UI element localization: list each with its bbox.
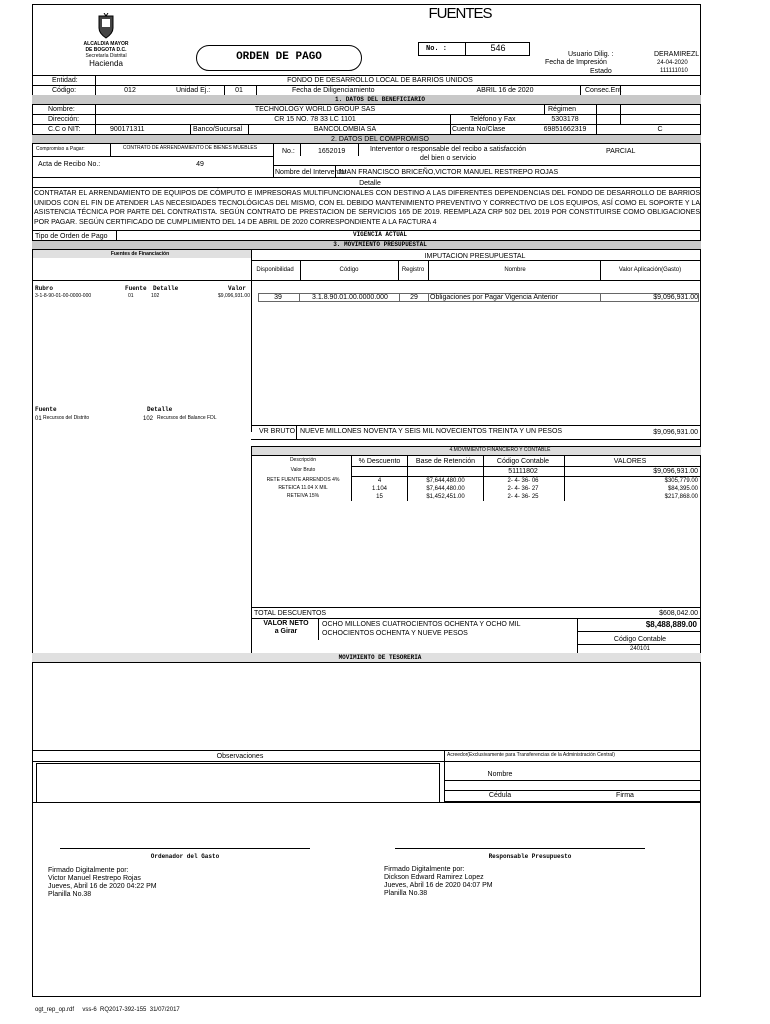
fin-r0-desc: Valor Bruto (290, 467, 316, 473)
obs-textarea (36, 763, 440, 803)
left-fuente: 01 (128, 293, 134, 299)
fin-r1-desc: RETE FUENTE ARRENDOS 4% (266, 477, 340, 483)
total-desc-label: TOTAL DESCUENTOS (254, 610, 327, 617)
col-registro: Registro (401, 267, 425, 273)
fin-r1-codigo: 2- 4- 36- 06 (507, 478, 539, 484)
entity-line3: Secretaría Distrital (85, 53, 127, 59)
row-registro: 29 (410, 294, 418, 301)
left-h-valor: Valor (228, 285, 247, 292)
cc-value: 900171311 (110, 126, 145, 133)
fin-r3-pct: 15 (376, 494, 383, 500)
detalle-col-label: Detalle (147, 406, 173, 413)
col-nombre: Nombre (504, 267, 526, 273)
nombre-label: Nombre: (48, 106, 75, 113)
section-financiero: 4.MOVIMIENTO FINANCIERO Y CONTABLE (449, 447, 551, 453)
neto-label1: VALOR NETO (263, 620, 309, 627)
left-h-rubro: Rubro (35, 285, 54, 292)
right-sign-4: Planilla No.38 (384, 890, 428, 897)
neto-text: OCHO MILLONES CUATROCIENTOS OCHENTA Y OCHO MIL OCHOCIENTOS OCHENTA Y NUEVE PESOS (322, 621, 521, 637)
cedula-label: Cédula (488, 792, 512, 799)
row-codigo: 3.1.8.90.01.00.0000.000 (312, 294, 388, 301)
fin-r3-valor: $217,868.00 (664, 494, 698, 500)
left-sign-2: Victor Manuel Restrepo Rojas (48, 875, 141, 882)
total-desc-value: $608,042.00 (659, 610, 698, 617)
fuente-label: Fuente (35, 406, 57, 413)
entidad-label: Entidad: (52, 77, 78, 84)
print-label: Fecha de Impresión (545, 59, 607, 66)
fin-r1-valor: $305,779.00 (664, 478, 698, 484)
unidad-label: Unidad Ej.: (176, 87, 211, 94)
comp-value: CONTRATO DE ARRENDAMIENTO DE BIENES MUEBLES (122, 145, 258, 151)
vrbruto-value: $9,096,931.00 (653, 429, 698, 436)
entidad-value: FONDO DE DESARROLLO LOCAL DE BARRIOS UNIDOS (287, 77, 473, 84)
regimen-label: Régimen (548, 106, 577, 113)
section-compromiso: 2. DATOS DEL COMPROMISO (331, 136, 429, 143)
telefono-label: Teléfono y Fax (470, 116, 516, 123)
section-beneficiario: 1. DATOS DEL BENEFICIARIO (334, 96, 425, 103)
acreedor-label: Acreedor(Exclusivamente para Transferencias de la Administración Central) (447, 752, 615, 758)
acta-label: Acta de Recibo No.: (38, 161, 101, 168)
nombre-sign-label: Nombre (487, 771, 513, 778)
detalle-code: 102 (143, 416, 154, 422)
banco-label: Banco/Sucursal (193, 126, 243, 133)
fuente-code: 01 (35, 416, 42, 422)
entity-line4: Hacienda (89, 59, 123, 68)
row-nombre: Obligaciones por Pagar Vigencia Anterior (430, 294, 558, 301)
left-sign-4: Planilla No.38 (48, 891, 92, 898)
left-sign-1: Firmado Digitalmente por: (48, 867, 129, 874)
vigencia-label: VIGENCIA ACTUAL (352, 231, 407, 238)
fin-r2-desc: RETEICA 11.04 X MIL (278, 485, 328, 491)
user-value: DERAMIREZL (654, 51, 700, 58)
cuenta-value: 69851662319 (543, 126, 587, 133)
clase-value: C (657, 126, 663, 133)
cod-contable-label: Código Contable (613, 636, 667, 643)
ordenador-label: Ordenador del Gasto (150, 853, 220, 860)
left-rubro: 3-1-8-90-01-00-0000-000 (35, 293, 92, 299)
direccion-label: Dirección: (48, 116, 80, 123)
entity-line2: DE BOGOTA D.C. (85, 47, 127, 53)
int-name-value: JUAN FRANCISCO BRICEÑO,VICTOR MANUEL RESTREPO ROJAS (338, 169, 559, 176)
fuente-name: Recursos del Distrito (43, 415, 90, 421)
coat-of-arms-icon (96, 13, 116, 39)
left-detalle: 102 (151, 293, 160, 299)
order-number: 546 (490, 43, 506, 53)
acta-value: 49 (196, 161, 204, 168)
detalle-text: CONTRATAR EL ARRENDAMIENTO DE EQUIPOS DE CÓMPUTO E IMPRESORAS MULTIFUNCIONALES CON DESTINO A LAS DIFERENTES DEPENDENCIAS DEL FONDO DE DESARROLLO DE BARRIOS UNIDOS CON EL FIN DE ATENDER LAS NECESIDADES TECNOLÓGICAS DEL MISMO, CON EL DEBIDO MANTENIMIENTO PREVENTIVO Y CORRECTIVO DE LOS EQUIPOS, ASÍ COMO EL SOPORTE Y LA ASISTENCIA TÉCNICA POR PARTE DEL CONTRATISTA. SEGÚN CONTRATO DE PRESTACION DE SERVICIOS 165 DE 2019. REEMPLAZA CRP 502 DEL 2019 POR CONSTITUIRSE COMO OBLIGACIONES POR PAGAR. SEGÚN CERTIFICADO DE CUMPLIMIENTO DEL 14 DE ABRIL DE 2020 CORRESPONDIENTE A LA FACTURA 4 (34, 190, 700, 226)
row-disponibilidad: 39 (274, 294, 282, 301)
col-disponibilidad: Disponibilidad (256, 267, 294, 273)
comp-no-label: No.: (282, 148, 295, 155)
fin-col-codigo: Código Contable (496, 458, 550, 465)
neto-value: $8,488,889.00 (645, 620, 697, 629)
report-code: ogt_rep_op.rdf vss-6 RQ2017-392-155 31/07/2017 (35, 1007, 180, 1013)
fecha-label: Fecha de Diligenciamiento (292, 87, 375, 94)
left-sign-3: Jueves, Abril 16 de 2020 04:22 PM (48, 883, 157, 890)
user-label: Usuario Dilig. : (568, 51, 614, 58)
print-value: 24-04-2020 (657, 60, 688, 66)
comp-label: Compromiso a Pagar: (36, 146, 85, 152)
tipo-label: Tipo de Orden de Pago (35, 233, 108, 240)
neto-label2: a Girar (274, 628, 298, 635)
col-codigo: Código (339, 267, 359, 273)
cuenta-label: Cuenta No/Clase (452, 126, 506, 133)
fecha-value: ABRIL 16 de 2020 (476, 87, 534, 94)
fuentes-label: Fuentes de Financiación (110, 251, 170, 257)
fin-r1-pct: 4 (377, 478, 382, 484)
page-title: FUENTES (428, 5, 492, 22)
firma-label: Firma (616, 792, 634, 799)
left-valor: $9,096,931.00 (218, 293, 250, 299)
obs-label: Observaciones (216, 753, 264, 760)
detalle-name: Recursos del Balance FDL (157, 415, 217, 421)
fin-r0-codigo: 51111802 (508, 468, 538, 475)
direccion-value: CR 15 NO. 78 33 LC 1101 (274, 116, 356, 123)
nombre-value: TECHNOLOGY WORLD GROUP SAS (254, 106, 376, 113)
fin-r0-valor: $9,096,931.00 (653, 468, 698, 475)
row-valor: $9,096,931.00 (653, 294, 698, 301)
fin-col-base: Base de Retención (415, 458, 476, 465)
doc-title: ORDEN DE PAGO (236, 51, 322, 63)
col-valor: Valor Aplicación(Gasto) (618, 267, 682, 273)
interventor-text: Interventor o responsable del recibo a satisfacción del bien o servicio (369, 146, 527, 162)
vrbruto-text: NUEVE MILLONES NOVENTA Y SEIS MIL NOVECIENTOS TREINTA Y UN PESOS (300, 428, 563, 435)
codigo-value: 012 (124, 87, 136, 94)
fin-r2-pct: 1.104 (371, 486, 387, 492)
fin-r2-base: $7,644,480.00 (426, 486, 465, 492)
section-tesoreria: MOVIMIENTO DE TESORERIA (338, 654, 422, 661)
imputacion-label: IMPUTACION PRESUPUESTAL (424, 253, 526, 260)
int-name-label: Nombre del Interventor (275, 169, 347, 176)
consec-label: Consec.Ent (585, 87, 622, 94)
cc-label: C.C o NIT: (48, 126, 81, 133)
vrbruto-label: VR BRUTO (259, 428, 296, 435)
right-sign-2: Dickson Edward Ramirez Lopez (384, 874, 484, 881)
fin-r3-base: $1,452,451.00 (426, 494, 465, 500)
fin-r3-desc: RETEIVA 15% (286, 493, 320, 499)
right-sign-3: Jueves, Abril 16 de 2020 04:07 PM (384, 882, 493, 889)
entity-line1: ALCALDIA MAYOR (83, 41, 129, 47)
left-h-fuente: Fuente (125, 285, 147, 292)
fin-col-descuento: % Descuento (358, 458, 401, 465)
cod-contable-value: 240101 (629, 646, 651, 652)
section-presupuesto: 3. MOVIMIENTO PRESUPUESTAL (333, 241, 427, 248)
state-value: 111111010 (660, 68, 688, 74)
state-label: Estado (590, 68, 612, 75)
comp-no-value: 1652019 (318, 148, 346, 155)
detalle-label: Detalle (359, 180, 381, 187)
left-h-detalle: Detalle (153, 285, 179, 292)
parcial-label: PARCIAL (606, 148, 636, 155)
unidad-value: 01 (235, 87, 243, 94)
fin-col-valores: VALORES (613, 458, 647, 465)
banco-value: BANCOLOMBIA SA (313, 126, 377, 133)
fin-r3-codigo: 2- 4- 36- 25 (507, 494, 539, 500)
no-label: No. : (426, 45, 448, 53)
fin-r2-codigo: 2- 4- 36- 27 (507, 486, 539, 492)
fin-col-descripcion: Descripción (289, 457, 317, 463)
right-sign-1: Firmado Digitalmente por: (384, 866, 465, 873)
fin-r1-base: $7,644,480.00 (426, 478, 465, 484)
fin-r2-valor: $84,395.00 (667, 486, 698, 492)
telefono-value: 5303178 (551, 116, 579, 123)
codigo-label: Código: (52, 87, 77, 94)
responsable-label: Responsable Presupuesto (488, 853, 572, 860)
